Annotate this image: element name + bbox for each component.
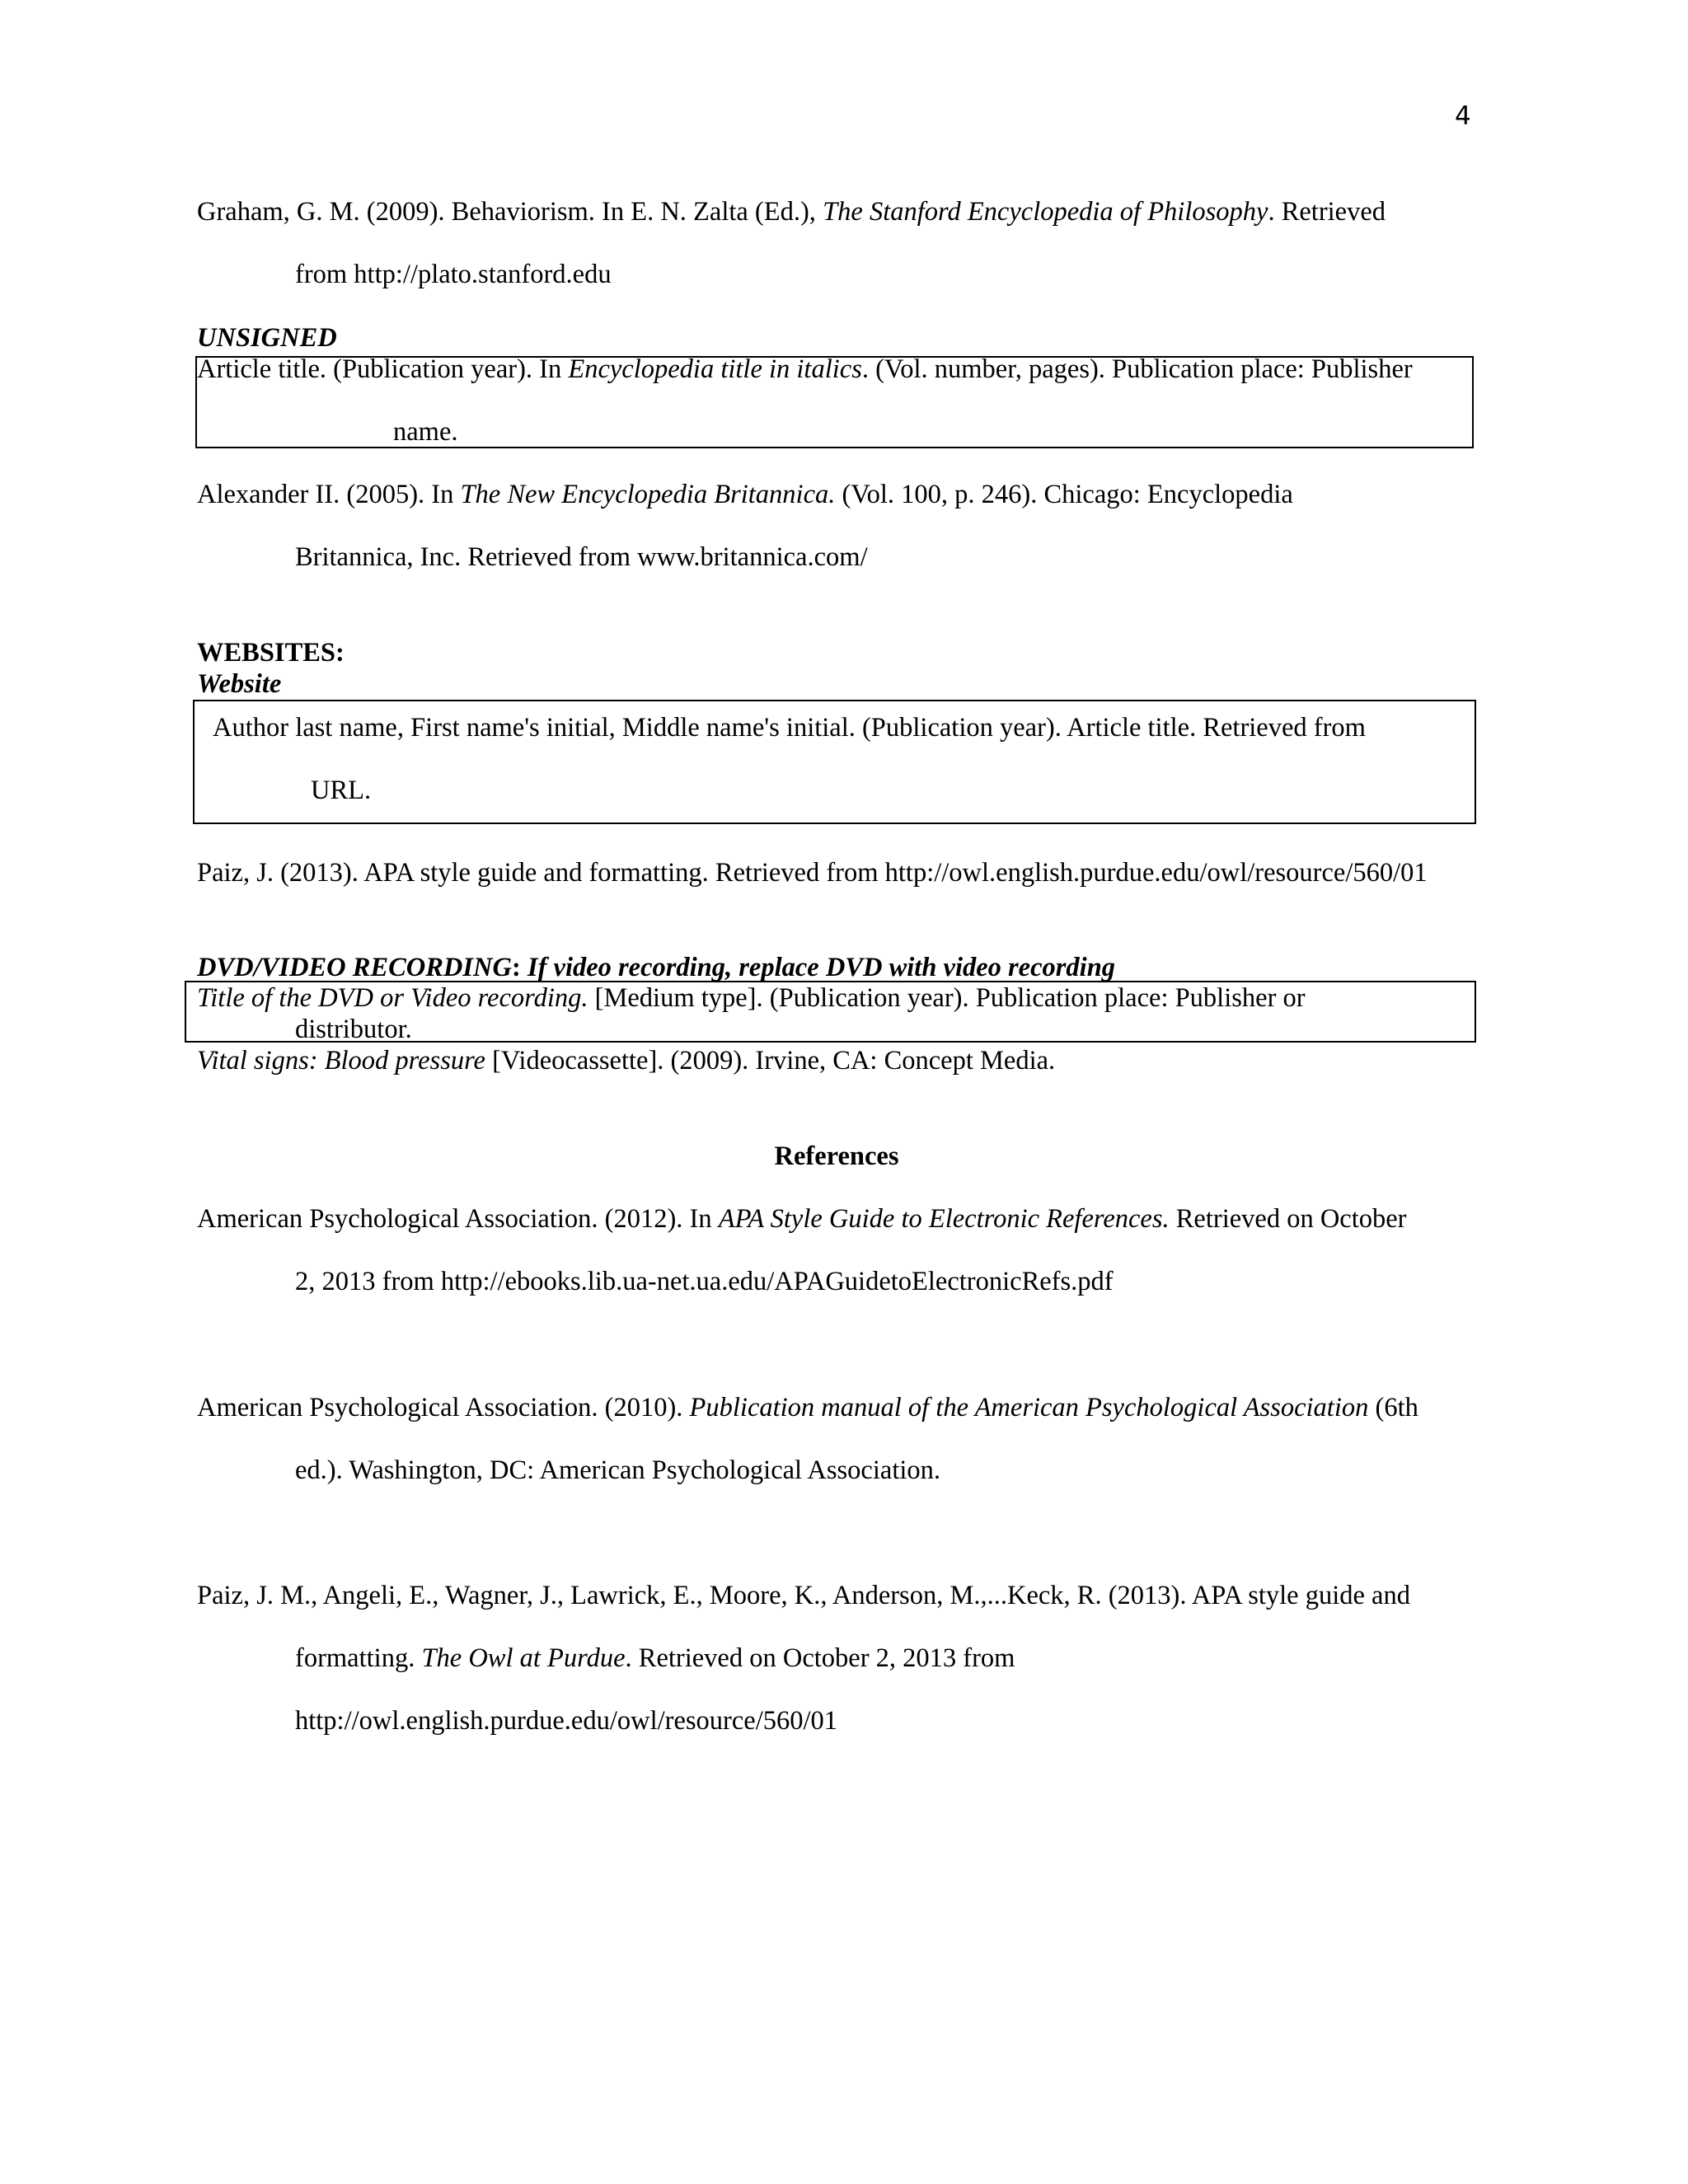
- reference-1-text-c: Retrieved on October: [1169, 1204, 1407, 1234]
- reference-3-text-b: formatting.: [295, 1643, 422, 1673]
- references-heading: References: [774, 1141, 899, 1171]
- dvd-template-title: Title of the DVD or Video recording.: [197, 983, 588, 1013]
- websites-heading: WEBSITES:: [197, 638, 345, 668]
- dvd-template-text-b: [Medium type]. (Publication year). Publication place: Publisher or: [588, 983, 1306, 1013]
- website-template-line-1: Author last name, First name's initial, Middle name's initial. (Publication year). Article title. Retrieved from: [213, 713, 1366, 743]
- reference-2-title: Publication manual of the American Psychological Association: [689, 1393, 1369, 1422]
- graham-reference-line-2: from http://plato.stanford.edu: [295, 260, 612, 289]
- unsigned-example-line-2: Britannica, Inc. Retrieved from www.britannica.com/: [295, 542, 868, 572]
- reference-2-text-a: American Psychological Association. (2010).: [197, 1393, 690, 1422]
- unsigned-example-text-c: (Vol. 100, p. 246). Chicago: Encyclopedia: [835, 480, 1293, 509]
- reference-3-title: The Owl at Purdue: [421, 1643, 626, 1673]
- reference-1-title: APA Style Guide to Electronic References.: [718, 1204, 1170, 1234]
- website-template-line-2: URL.: [311, 776, 372, 805]
- reference-2-text-c: (6th: [1368, 1393, 1418, 1422]
- graham-encyclopedia-title: The Stanford Encyclopedia of Philosophy: [823, 197, 1268, 227]
- reference-2-line-1: [197, 1394, 1418, 1422]
- reference-1-text-a: American Psychological Association. (2012). In: [197, 1204, 719, 1234]
- reference-2-line-2: ed.). Washington, DC: American Psychological Association.: [295, 1455, 940, 1485]
- reference-3-line-1: Paiz, J. M., Angeli, E., Wagner, J., Lawrick, E., Moore, K., Anderson, M.,...Keck, R. (2013). APA style guide and: [197, 1581, 1410, 1610]
- unsigned-example-title: The New Encyclopedia Britannica.: [460, 480, 836, 509]
- dvd-example-title: Vital signs: Blood pressure: [197, 1046, 485, 1076]
- unsigned-template-line-1: [197, 356, 1413, 383]
- dvd-template-line-2: distributor.: [295, 1015, 412, 1044]
- unsigned-example-line-1: [197, 481, 1293, 509]
- graham-reference-line-1: [197, 199, 1386, 226]
- unsigned-template-text-c: . (Vol. number, pages). Publication place: Publisher: [861, 354, 1413, 384]
- dvd-heading-c: If video recording, replace DVD with video recording: [527, 953, 1116, 982]
- unsigned-template-italic: Encyclopedia title in italics: [568, 354, 862, 384]
- reference-3-text-d: . Retrieved on October 2, 2013 from: [625, 1643, 1015, 1673]
- website-subheading: Website: [197, 669, 282, 699]
- graham-text-c: . Retrieved: [1268, 197, 1386, 227]
- reference-3-line-2: [295, 1645, 1015, 1672]
- reference-3-line-3: http://owl.english.purdue.edu/owl/resource/560/01: [295, 1706, 838, 1736]
- dvd-heading-colon: :: [511, 953, 528, 982]
- unsigned-template-line-2: name.: [393, 417, 458, 447]
- dvd-template-line-1: [197, 985, 1306, 1012]
- dvd-heading-a: DVD/VIDEO RECORDING: [197, 953, 512, 982]
- reference-1-line-2: 2, 2013 from http://ebooks.lib.ua-net.ua.edu/APAGuidetoElectronicRefs.pdf: [295, 1267, 1114, 1296]
- graham-text-a: Graham, G. M. (2009). Behaviorism. In E. N. Zalta (Ed.),: [197, 197, 823, 227]
- dvd-heading: [197, 954, 1115, 982]
- reference-1-line-1: [197, 1206, 1407, 1233]
- unsigned-heading: UNSIGNED: [197, 323, 337, 353]
- website-example: Paiz, J. (2013). APA style guide and formatting. Retrieved from http://owl.english.purdue.edu/owl/resource/560/01: [197, 858, 1428, 888]
- unsigned-template-text-a: Article title. (Publication year). In: [197, 354, 569, 384]
- unsigned-example-text-a: Alexander II. (2005). In: [197, 480, 461, 509]
- page-number: 4: [1455, 101, 1471, 131]
- dvd-example: [197, 1047, 1055, 1075]
- dvd-example-text-b: [Videocassette]. (2009). Irvine, CA: Concept Media.: [485, 1046, 1056, 1076]
